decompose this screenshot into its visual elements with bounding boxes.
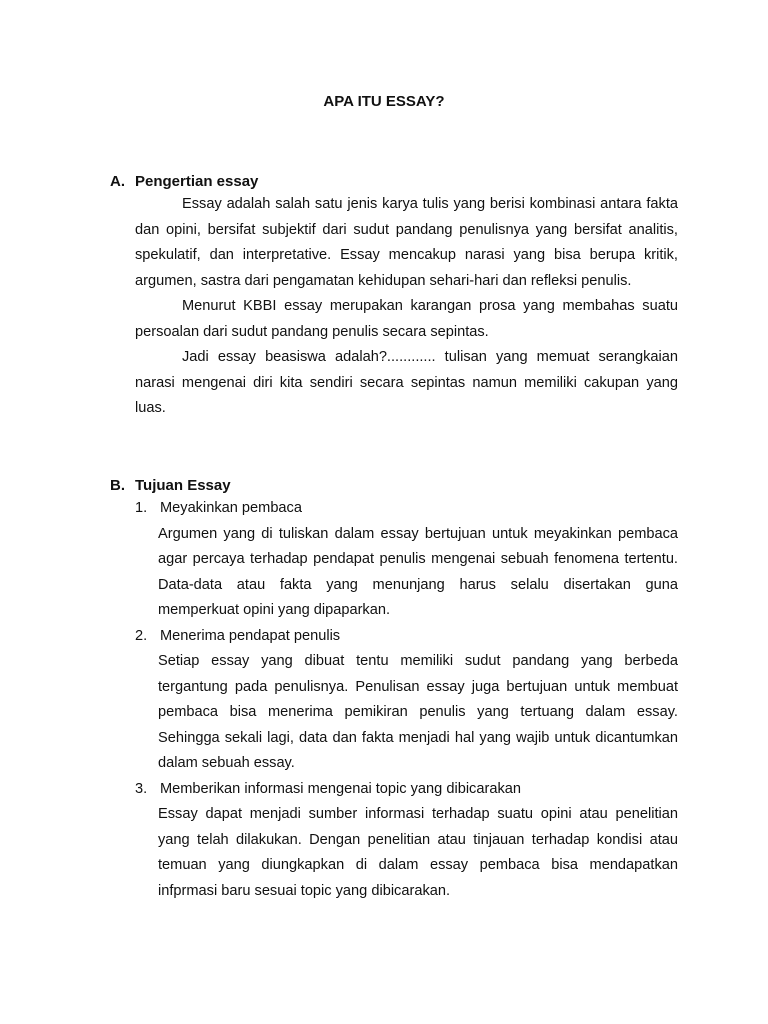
list-item-body: Essay dapat menjadi sumber informasi terhadap suatu opini atau penelitian yang telah dilakukan. Dengan penelitian atau tinjauan terhadap kondisi atau temuan yang diungkapkan di dalam essay pembaca bisa mendapatkan infprmasi baru sesuai topic yang dibicarakan. — [158, 806, 678, 899]
paragraph: Jadi essay beasiswa adalah?............ tulisan yang memuat serangkaian narasi mengenai diri kita sendiri secara sepintas namun memiliki cakupan yang luas. — [135, 349, 678, 416]
document-title: APA ITU ESSAY? — [323, 93, 445, 110]
section-heading-text: Pengertian essay — [135, 173, 259, 190]
list-item — [110, 777, 678, 905]
section-heading-text: Tujuan Essay — [135, 477, 231, 494]
list-item-body: Setiap essay yang dibuat tentu memiliki sudut pandang yang berbeda tergantung pada penulisnya. Penulisan essay juga bertujuan untuk membuat pembaca bisa menerima pemikiran penulis yang tertuang dalam essay. Sehingga sekali lagi, data dan fakta menjadi hal yang wajib untuk dicantumkan dalam sebuah essay. — [158, 653, 678, 771]
section-tujuan — [110, 476, 678, 904]
list-item-head — [110, 624, 678, 650]
list-item — [110, 496, 678, 624]
section-letter: B. — [110, 477, 125, 494]
section-heading — [110, 476, 678, 496]
list-item-head — [110, 496, 678, 522]
purpose-list — [110, 496, 678, 904]
section-heading — [110, 172, 678, 192]
list-item-label: Memberikan informasi mengenai topic yang dibicarakan — [160, 780, 521, 797]
list-item-label: Menerima pendapat penulis — [160, 627, 341, 644]
list-item-label: Meyakinkan pembaca — [160, 500, 302, 516]
list-item-number: 2. — [135, 627, 148, 644]
list-item-number: 3. — [135, 780, 148, 797]
list-item-head — [110, 777, 678, 803]
section-letter: A. — [110, 173, 125, 190]
list-item-number: 1. — [135, 500, 148, 516]
list-item — [110, 624, 678, 777]
paragraph: Menurut KBBI essay merupakan karangan prosa yang membahas suatu persoalan dari sudut pandang penulis secara sepintas. — [135, 298, 678, 340]
list-item-body: Argumen yang di tuliskan dalam essay bertujuan untuk meyakinkan pembaca agar percaya terhadap pendapat penulis mengenai sebuah fenomena tertentu. Data-data atau fakta yang menunjang harus selalu disertakan guna memperkuat opini yang dipaparkan. — [158, 525, 678, 618]
section-pengertian — [110, 172, 678, 422]
paragraph: Essay adalah salah satu jenis karya tulis yang berisi kombinasi antara fakta dan opini, bersifat subjektif dari sudut pandang penulisnya yang bersifat analitis, spekulatif, dan interpretative. Essay mencakup narasi yang bisa berupa kritik, argumen, sastra dari pengamatan kehidupan sehari-hari dan refleksi penulis. — [135, 196, 678, 289]
